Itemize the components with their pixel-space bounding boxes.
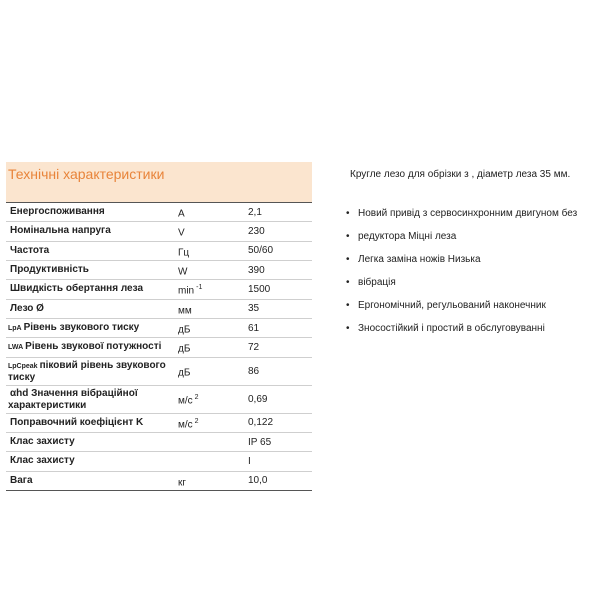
spec-name: Лезо Ø xyxy=(10,302,44,314)
feature-text: Новий привід з сервосинхронним двигуном без xyxy=(358,208,578,219)
spec-unit: кг xyxy=(178,476,187,488)
bullet-icon: • xyxy=(346,254,350,265)
spec-row xyxy=(6,357,312,385)
spec-name: Вага xyxy=(10,474,33,486)
spec-name-cell xyxy=(6,432,176,451)
spec-unit: дБ xyxy=(178,324,191,336)
feature-item xyxy=(344,207,600,220)
spec-table xyxy=(6,202,312,491)
spec-unit-cell xyxy=(176,260,246,279)
spec-unit-cell xyxy=(176,203,246,222)
bullet-icon: • xyxy=(346,277,350,288)
spec-row xyxy=(6,452,312,471)
spec-value: 86 xyxy=(246,357,312,385)
feature-item xyxy=(344,276,600,289)
spec-value: 390 xyxy=(246,260,312,279)
spec-row xyxy=(6,338,312,357)
spec-unit-cell xyxy=(176,413,246,432)
feature-text: Легка заміна ножів Низька xyxy=(358,254,481,265)
bullet-icon: • xyxy=(346,208,350,219)
spec-title: Технічні характеристики xyxy=(6,162,312,202)
spec-value: 10,0 xyxy=(246,471,312,490)
spec-name-cell xyxy=(6,241,176,260)
spec-unit-cell xyxy=(176,241,246,260)
feature-text: Зносостійкий і простий в обслуговуванні xyxy=(358,323,545,334)
spec-unit: min xyxy=(178,285,195,297)
spec-row xyxy=(6,432,312,451)
description-panel xyxy=(344,168,600,345)
spec-value: 72 xyxy=(246,338,312,357)
spec-unit: мм xyxy=(178,304,192,316)
spec-unit-cell xyxy=(176,222,246,241)
spec-prefix: LpCpeak xyxy=(8,362,38,370)
spec-name: Номінальна напруга xyxy=(10,225,111,237)
spec-name: Клас захисту xyxy=(10,455,75,467)
description-intro: Круглe лезо для обрізки з , діаметр леза 35 мм. xyxy=(350,169,571,180)
spec-name-cell xyxy=(6,222,176,241)
feature-item xyxy=(344,253,600,266)
spec-unit: дБ xyxy=(178,343,191,355)
spec-name-cell xyxy=(6,357,176,385)
spec-name: Рівень звукового тиску xyxy=(23,322,140,334)
spec-unit-cell xyxy=(176,338,246,357)
spec-unit-cell xyxy=(176,471,246,490)
spec-name: Енергоспоживання xyxy=(10,206,105,218)
spec-unit: V xyxy=(178,227,185,239)
spec-unit-cell xyxy=(176,432,246,451)
feature-list xyxy=(344,207,600,335)
spec-row xyxy=(6,222,312,241)
spec-prefix: LWA xyxy=(8,344,24,352)
spec-row xyxy=(6,203,312,222)
spec-row xyxy=(6,299,312,318)
bullet-icon: • xyxy=(346,323,350,334)
spec-unit-cell xyxy=(176,318,246,337)
spec-value: 1500 xyxy=(246,280,312,299)
spec-row xyxy=(6,385,312,413)
spec-value: 0,69 xyxy=(246,385,312,413)
spec-value: 50/60 xyxy=(246,241,312,260)
spec-unit-cell xyxy=(176,357,246,385)
spec-row xyxy=(6,241,312,260)
spec-name: піковий рівень звукового тиску xyxy=(8,359,166,383)
spec-unit-cell xyxy=(176,385,246,413)
spec-value: IP 65 xyxy=(246,432,312,451)
spec-row xyxy=(6,318,312,337)
spec-unit-cell xyxy=(176,452,246,471)
spec-name-cell xyxy=(6,471,176,490)
spec-unit: м/с xyxy=(178,395,193,407)
spec-unit-sup: 2 xyxy=(194,417,199,425)
spec-name: Клас захисту xyxy=(10,436,75,448)
feature-text: редуктора Міцні леза xyxy=(358,231,457,242)
spec-value: 61 xyxy=(246,318,312,337)
spec-row xyxy=(6,413,312,432)
spec-row xyxy=(6,471,312,490)
spec-name-cell xyxy=(6,280,176,299)
spec-unit-sup: -1 xyxy=(196,284,203,292)
spec-unit-sup: 2 xyxy=(194,393,199,401)
spec-prefix: LpA xyxy=(8,325,22,333)
spec-value: I xyxy=(246,452,312,471)
spec-name-cell xyxy=(6,260,176,279)
spec-name: Поправочний коефіцієнт K xyxy=(10,416,144,428)
feature-text: вібрація xyxy=(358,277,396,288)
spec-unit: W xyxy=(178,266,188,278)
spec-unit: дБ xyxy=(178,367,191,379)
spec-name: Частота xyxy=(10,244,50,256)
spec-unit: м/с xyxy=(178,418,193,430)
spec-name: αhd Значення вібраційної характеристики xyxy=(8,387,138,411)
spec-unit: A xyxy=(178,208,185,220)
spec-name-cell xyxy=(6,385,176,413)
spec-value: 0,122 xyxy=(246,413,312,432)
spec-name-cell xyxy=(6,299,176,318)
feature-text: Ергономічний, регульований наконечник xyxy=(358,300,546,311)
spec-value: 230 xyxy=(246,222,312,241)
feature-item xyxy=(344,322,600,335)
spec-panel xyxy=(6,162,312,491)
spec-name-cell xyxy=(6,318,176,337)
spec-row xyxy=(6,280,312,299)
spec-name-cell xyxy=(6,452,176,471)
spec-name: Рівень звукової потужності xyxy=(25,341,162,353)
spec-unit-cell xyxy=(176,299,246,318)
spec-row xyxy=(6,260,312,279)
bullet-icon: • xyxy=(346,231,350,242)
bullet-icon: • xyxy=(346,300,350,311)
spec-name-cell xyxy=(6,413,176,432)
spec-unit: Гц xyxy=(178,246,190,258)
spec-unit-cell xyxy=(176,280,246,299)
spec-value: 35 xyxy=(246,299,312,318)
spec-name: Продуктивність xyxy=(10,264,89,276)
feature-item xyxy=(344,299,600,312)
spec-name-cell xyxy=(6,338,176,357)
spec-name-cell xyxy=(6,203,176,222)
spec-value: 2,1 xyxy=(246,203,312,222)
feature-item xyxy=(344,230,600,243)
spec-name: Швидкість обертання леза xyxy=(10,283,144,295)
